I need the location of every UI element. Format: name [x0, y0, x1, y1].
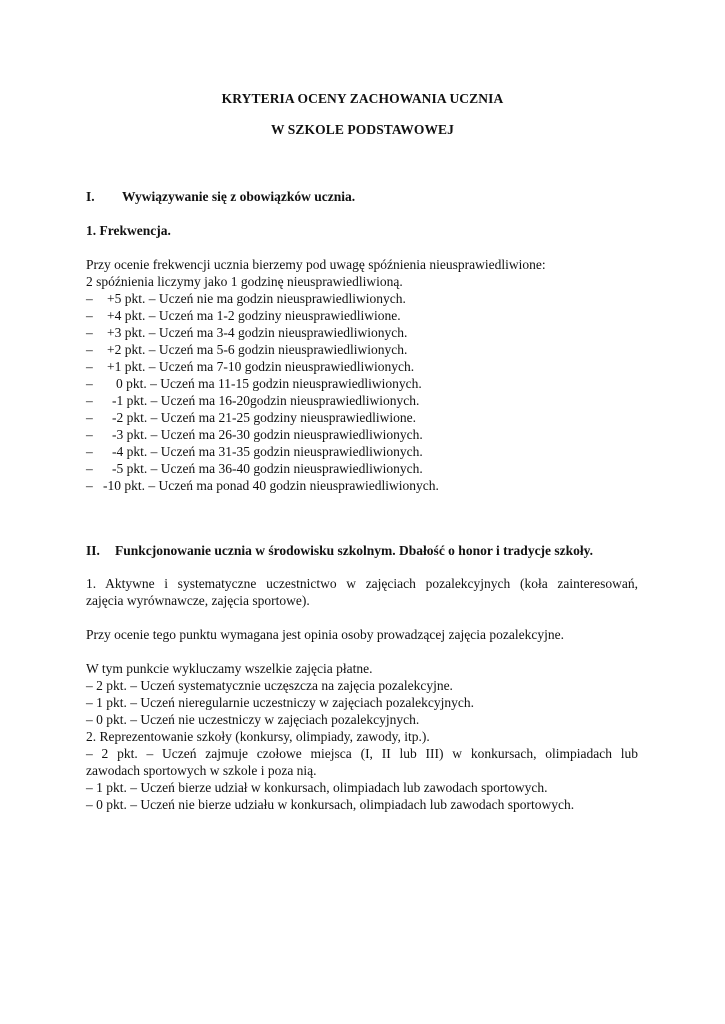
section1-number: I.: [86, 189, 95, 204]
list-item: -5 pkt. – Uczeń ma 36-40 godzin nieusprawiedliwionych.: [112, 461, 423, 476]
list-item: -3 pkt. – Uczeń ma 26-30 godzin nieusprawiedliwionych.: [112, 427, 423, 442]
list-item: -4 pkt. – Uczeń ma 31-35 godzin nieusprawiedliwionych.: [112, 444, 423, 459]
section2-heading-text: Funkcjonowanie ucznia w środowisku szkolnym. Dbałość o honor i tradycje szkoły.: [115, 543, 594, 558]
list-item: -10 pkt. – Uczeń ma ponad 40 godzin nieusprawiedliwionych.: [103, 478, 439, 493]
list-item: – 2 pkt. – Uczeń systematycznie uczęszcza na zajęcia pozalekcyjne.: [86, 678, 453, 693]
list-item: 0 pkt. – Uczeń ma 11-15 godzin nieusprawiedliwionych.: [116, 376, 422, 391]
list-dash: –: [86, 308, 93, 323]
section2-number: II.: [86, 543, 100, 558]
list-item: +5 pkt. – Uczeń nie ma godzin nieusprawiedliwionych.: [107, 291, 406, 306]
list-dash: –: [86, 376, 93, 391]
document-title-line2: W SZKOLE PODSTAWOWEJ: [270, 122, 455, 137]
section2-p1-line2: zajęcia wyrównawcze, zajęcia sportowe).: [86, 593, 310, 608]
section2-heading: [86, 542, 593, 559]
section1-heading: [86, 188, 355, 205]
section1-intro-line1: Przy ocenie frekwencji ucznia bierzemy pod uwagę spóźnienia nieusprawiedliwione:: [86, 257, 546, 272]
list-dash: –: [86, 325, 93, 340]
section1-intro-line2: 2 spóźnienia liczymy jako 1 godzinę nieusprawiedliwioną.: [86, 274, 403, 289]
list-dash: –: [86, 342, 93, 357]
list-item: – 1 pkt. – Uczeń bierze udział w konkursach, olimpiadach lub zawodach sportowych.: [86, 780, 548, 795]
list-dash: –: [86, 410, 93, 425]
list-item: – 0 pkt. – Uczeń nie uczestniczy w zajęciach pozalekcyjnych.: [86, 712, 420, 727]
list-item: -2 pkt. – Uczeń ma 21-25 godziny nieusprawiedliwione.: [112, 410, 417, 425]
list-item-continuation: zawodach sportowych w szkole i poza nią.: [86, 763, 317, 778]
list-dash: –: [86, 393, 93, 408]
list-item: +3 pkt. – Uczeń ma 3-4 godzin nieusprawiedliwionych.: [107, 325, 408, 340]
list-item: -1 pkt. – Uczeń ma 16-20godzin nieusprawiedliwionych.: [112, 393, 420, 408]
section1-heading-text: Wywiązywanie się z obowiązków ucznia.: [122, 189, 356, 204]
section1-subheading: 1. Frekwencja.: [86, 223, 171, 238]
list-item: +1 pkt. – Uczeń ma 7-10 godzin nieusprawiedliwionych.: [107, 359, 415, 374]
section2-p4: 2. Reprezentowanie szkoły (konkursy, olimpiady, zawody, itp.).: [86, 729, 430, 744]
document-title-line1: KRYTERIA OCENY ZACHOWANIA UCZNIA: [221, 91, 504, 106]
list-item: – 1 pkt. – Uczeń nieregularnie uczestniczy w zajęciach pozalekcyjnych.: [86, 695, 474, 710]
list-item: – 0 pkt. – Uczeń nie bierze udziału w konkursach, olimpiadach lub zawodach sportowych.: [86, 797, 575, 812]
section2-p1-line1: 1. Aktywne i systematyczne uczestnictwo w zajęciach pozalekcyjnych (koła zainteresowań,: [86, 576, 638, 591]
list-item: – 2 pkt. – Uczeń zajmuje czołowe miejsca (I, II lub III) w konkursach, olimpiadach lub: [86, 746, 638, 761]
list-dash: –: [86, 291, 93, 306]
list-item: +4 pkt. – Uczeń ma 1-2 godziny nieusprawiedliwione.: [107, 308, 401, 323]
list-dash: –: [86, 461, 93, 476]
list-dash: –: [86, 444, 93, 459]
section2-p2: Przy ocenie tego punktu wymagana jest opinia osoby prowadzącej zajęcia pozalekcyjne.: [86, 627, 564, 642]
list-dash: –: [86, 478, 93, 493]
list-dash: –: [86, 427, 93, 442]
list-dash: –: [86, 359, 93, 374]
section2-p3: W tym punkcie wykluczamy wszelkie zajęcia płatne.: [86, 661, 373, 676]
list-item: +2 pkt. – Uczeń ma 5-6 godzin nieusprawiedliwionych.: [107, 342, 408, 357]
